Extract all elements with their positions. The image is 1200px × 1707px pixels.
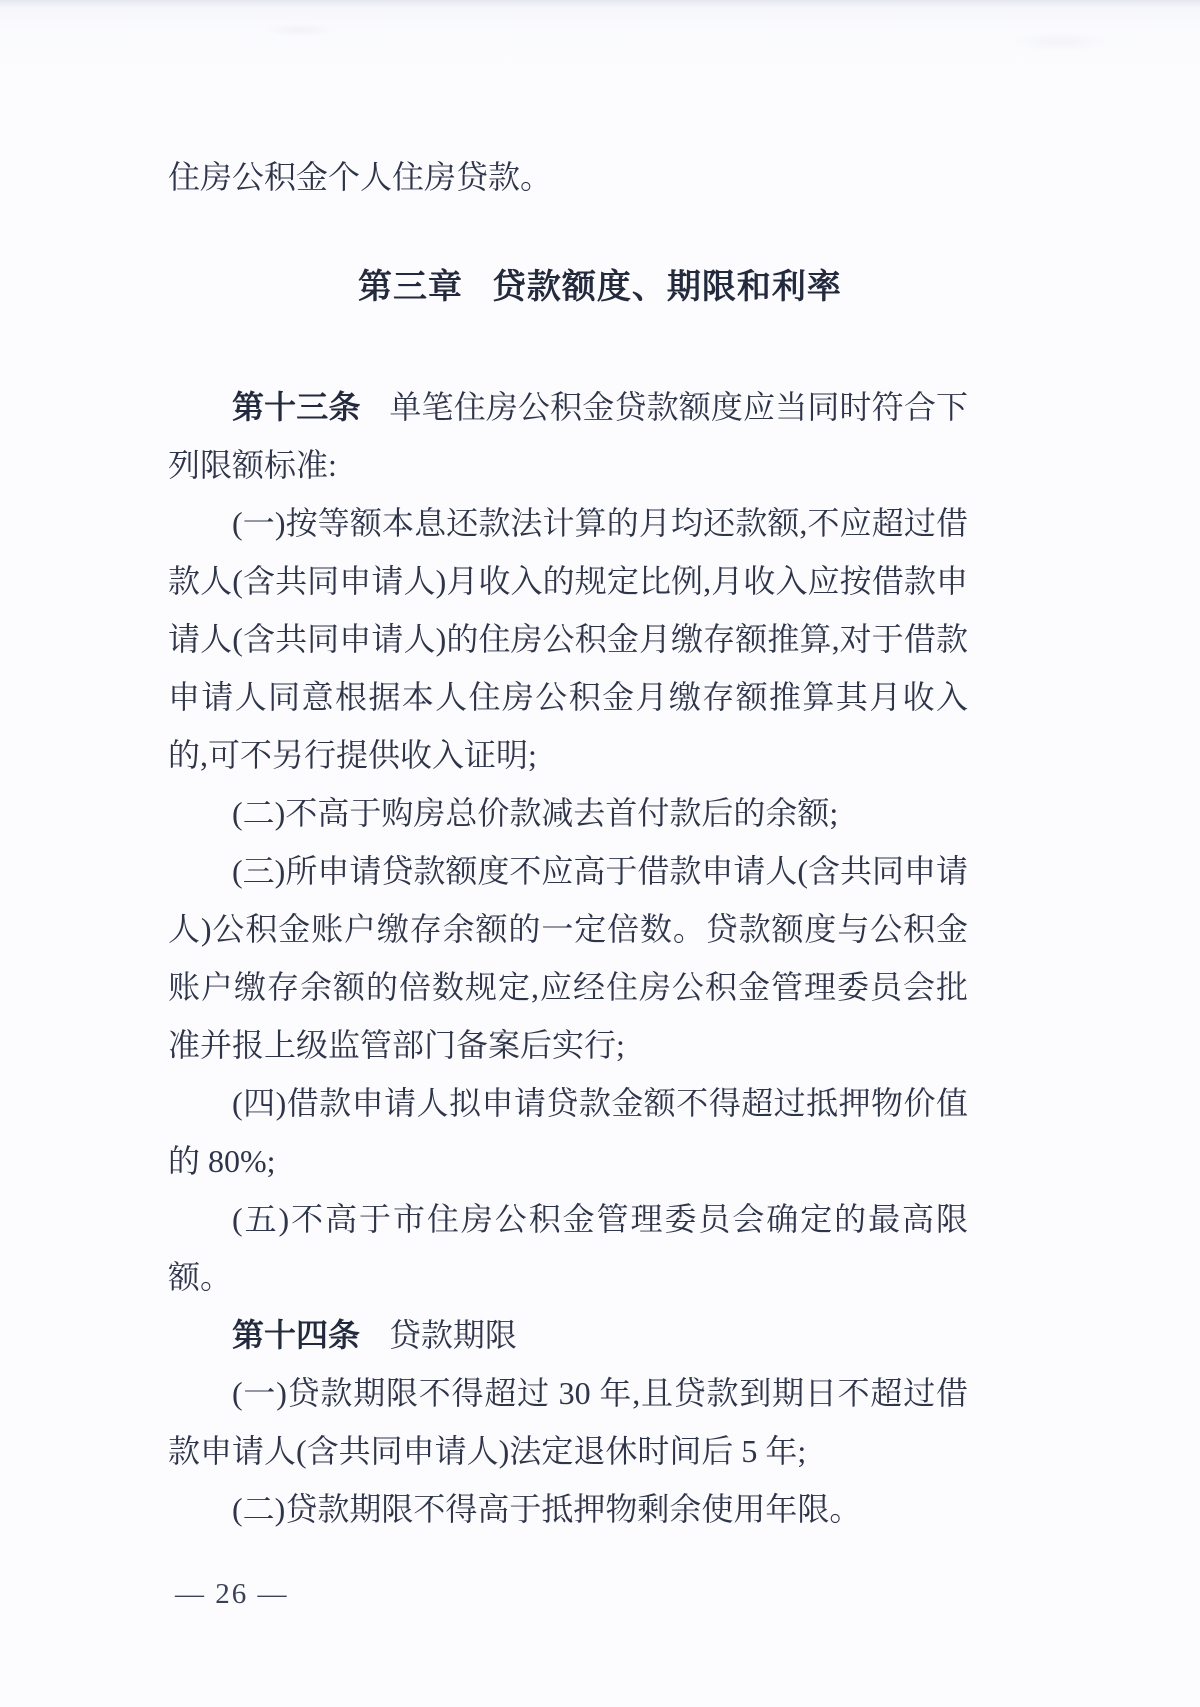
article-13-item-5: (五)不高于市住房公积金管理委员会确定的最高限额。 [168, 1201, 968, 1295]
chapter-number: 第三章 [358, 268, 464, 306]
page-content [168, 148, 968, 1538]
article-13-term: 第十三条 [232, 389, 361, 425]
article-13-intro: 单笔住房公积金贷款额度应当同时符合下列限额标准: [168, 389, 968, 483]
article-14-opening [168, 1306, 968, 1364]
article-13-item-3: (三)所申请贷款额度不应高于借款申请人(含共同申请人)公积金账户缴存余额的一定倍数。贷款额度与公积金账户缴存余额的倍数规定,应经住房公积金管理委员会批准并报上级监管部门备案后实行; [168, 853, 968, 1063]
article-13-item-4: (四)借款申请人拟申请贷款金额不得超过抵押物价值的 80%; [168, 1085, 968, 1179]
chapter-title: 贷款额度、期限和利率 [491, 268, 842, 306]
article-13-opening [168, 378, 968, 494]
article-14-title: 贷款期限 [388, 1317, 517, 1353]
chapter-heading [168, 258, 968, 316]
article-14-term: 第十四条 [232, 1317, 361, 1353]
article-14-item-1: (一)贷款期限不得超过 30 年,且贷款到期日不超过借款申请人(含共同申请人)法定退休时间后 5 年; [168, 1375, 968, 1469]
page-number: — 26 — [175, 1578, 289, 1610]
article-14-item-2: (二)贷款期限不得高于抵押物剩余使用年限。 [232, 1491, 862, 1527]
article-13-item-2: (二)不高于购房总价款减去首付款后的余额; [232, 795, 839, 831]
intro-paragraph: 住房公积金个人住房贷款。 [168, 159, 553, 195]
article-14 [168, 1306, 968, 1538]
article-13-item-1: (一)按等额本息还款法计算的月均还款额,不应超过借款人(含共同申请人)月收入的规定比例,月收入应按借款申请人(含共同申请人)的住房公积金月缴存额推算,对于借款申请人同意根据本人住房公积金月缴存额推算其月收入的,可不另行提供收入证明; [168, 505, 968, 773]
article-13 [168, 378, 968, 1306]
